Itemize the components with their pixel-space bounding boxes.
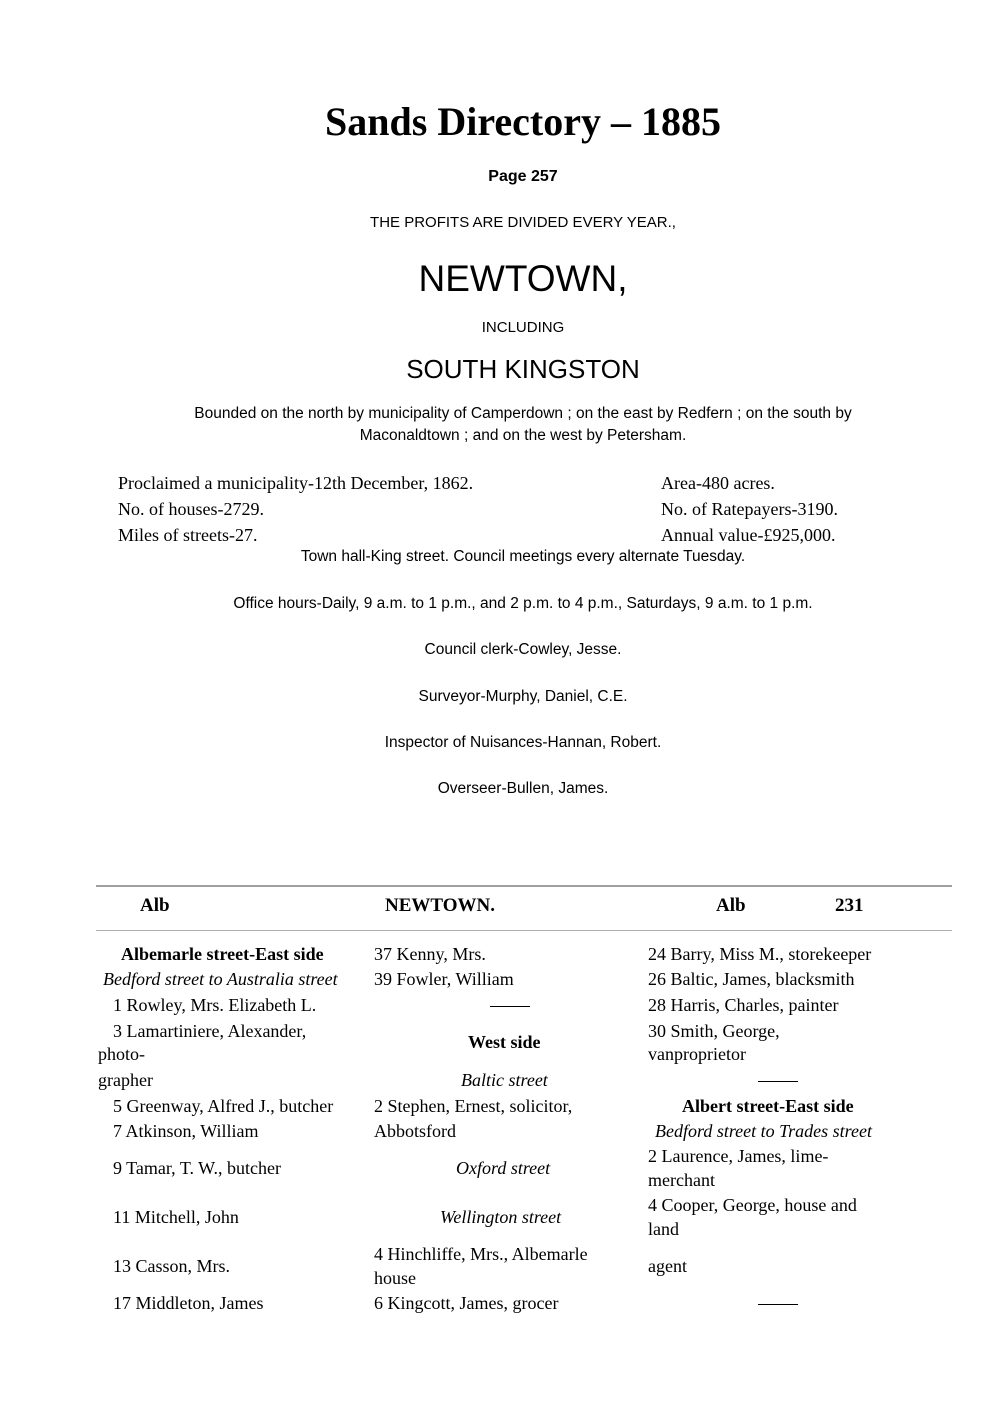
cross-street: Wellington street [440,1207,562,1227]
stat-houses: No. of houses-2729. [118,499,264,519]
list-item-continued: vanproprietor [648,1044,746,1064]
info-council-clerk: Council clerk-Cowley, Jesse. [424,641,622,658]
header-page-number: 231 [835,895,864,916]
info-inspector: Inspector of Nuisances-Hannan, Robert. [384,734,662,751]
list-item-continued: land [648,1219,679,1239]
list-item: 39 Fowler, William [374,969,514,989]
town-heading: NEWTOWN, [418,258,628,299]
stat-proclaimed: Proclaimed a municipality-12th December, 1862. [118,473,474,493]
list-item-continued: house [374,1268,416,1288]
list-item: 5 Greenway, Alfred J., butcher [113,1096,334,1116]
list-item: 6 Kingcott, James, grocer [374,1293,559,1313]
cross-street: Oxford street [456,1158,551,1178]
info-office-hours: Office hours-Daily, 9 a.m. to 1 p.m., and 2 p.m. to 4 p.m., Saturdays, 9 a.m. to 1 p.m. [233,595,813,612]
separator-dash [758,1292,798,1314]
header-right-abbrev: Alb [716,895,746,916]
list-item: 17 Middleton, James [113,1293,264,1313]
boundaries-line-2: Maconaldtown ; and on the west by Petersham. [359,427,687,444]
list-item: 30 Smith, George, [648,1021,780,1041]
list-item: 26 Baltic, James, blacksmith [648,969,855,989]
separator-dash [758,1069,798,1091]
list-item-continued: agent [648,1256,687,1276]
including-label: INCLUDING [481,319,565,336]
list-item: 11 Mitchell, John [113,1207,239,1227]
page-number: Page 257 [488,168,558,185]
boundaries-line-1: Bounded on the north by municipality of Camperdown ; on the east by Redfern ; on the south by [194,405,852,422]
street-range: Bedford street to Trades street [655,1121,872,1141]
list-item: 28 Harris, Charles, painter [648,995,839,1015]
list-item: 37 Kenny, Mrs. [374,944,486,964]
list-item-continued: Abbotsford [374,1121,456,1141]
list-item: 3 Lamartiniere, Alexander, [113,1021,307,1041]
list-item: 24 Barry, Miss M., storekeeper [648,944,872,964]
list-item: 13 Casson, Mrs. [113,1256,231,1276]
header-left-abbrev: Alb [140,895,170,916]
stat-area: Area-480 acres. [661,473,775,493]
list-item: 4 Hinchliffe, Mrs., Albemarle [374,1244,588,1264]
list-item: 4 Cooper, George, house and [648,1195,857,1215]
list-item-continued: photo- [98,1044,145,1064]
list-item-continued: grapher [98,1070,153,1090]
street-heading: Albert street-East side [682,1096,854,1116]
subtown-heading: SOUTH KINGSTON [406,354,640,384]
profits-line: THE PROFITS ARE DIVIDED EVERY YEAR., [370,214,676,231]
street-range: Bedford street to Australia street [103,969,338,989]
stat-annual-value: Annual value-£925,000. [661,525,836,545]
list-item: 2 Stephen, Ernest, solicitor, [374,1096,573,1116]
page-title: Sands Directory – 1885 [325,99,721,144]
list-item: 7 Atkinson, William [113,1121,259,1141]
info-surveyor: Surveyor-Murphy, Daniel, C.E. [418,688,628,705]
list-item: 9 Tamar, T. W., butcher [113,1158,281,1178]
list-item-continued: merchant [648,1170,715,1190]
header-town: NEWTOWN. [385,895,495,916]
stat-miles-streets: Miles of streets-27. [118,525,258,545]
info-overseer: Overseer-Bullen, James. [437,780,609,797]
list-item: 1 Rowley, Mrs. Elizabeth L. [113,995,317,1015]
cross-street: Baltic street [461,1070,548,1090]
stat-ratepayers: No. of Ratepayers-3190. [661,499,838,519]
side-heading: West side [468,1032,541,1052]
street-heading: Albemarle street-East side [121,944,324,964]
info-town-hall: Town hall-King street. Council meetings every alternate Tuesday. [300,548,746,565]
list-item: 2 Laurence, James, lime- [648,1146,829,1166]
